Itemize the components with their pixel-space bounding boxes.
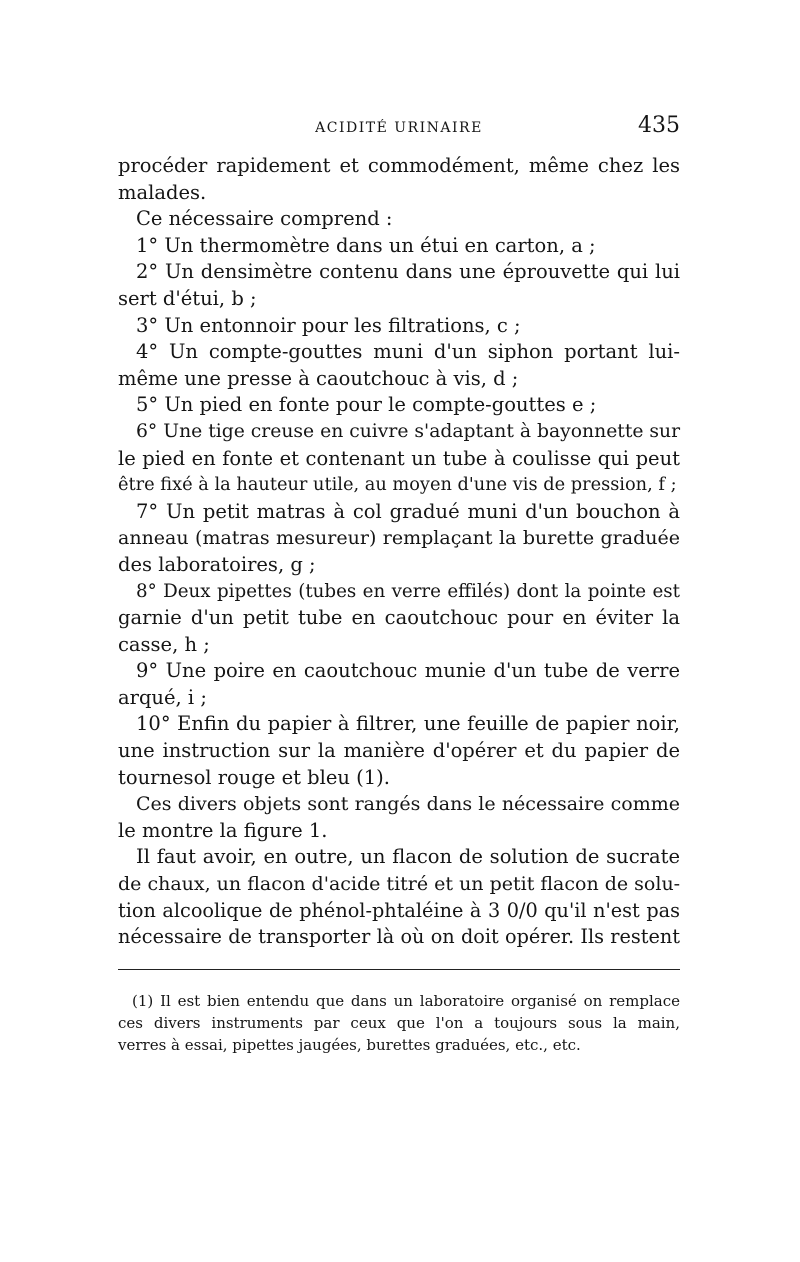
text-line: des laboratoires, g ; [118, 552, 316, 576]
running-title: ACIDITÉ URINAIRE [315, 120, 483, 136]
list-item: 10° Enfin du papier à filtrer, une feuille de papier noir, [136, 712, 680, 736]
text-line: de chaux, un flacon d'acide titré et un petit flacon de solu- [118, 873, 681, 896]
text-line: garnie d'un petit tube en caoutchouc pour en éviter la [118, 606, 680, 630]
text-line: casse, h ; [118, 632, 210, 656]
text-line: le pied en fonte et contenant un tube à coulisse qui peut [118, 446, 680, 470]
footnote-line: (1) Il est bien entendu que dans un laboratoire organisé on remplace [132, 992, 680, 1010]
text-line: nécessaire de transporter là où on doit opérer. Ils restent [118, 925, 680, 949]
text-line: arqué, i ; [118, 685, 207, 709]
footnote-line: ces divers instruments par ceux que l'on a toujours sous la main, [118, 1014, 680, 1032]
list-item: 8° Deux pipettes (tubes en verre effilés) dont la pointe est [136, 580, 680, 602]
list-item: 1° Un thermomètre dans un étui en carton, a ; [136, 233, 596, 257]
text-line: même une presse à caoutchouc à vis, d ; [118, 366, 519, 390]
list-item: 7° Un petit matras à col gradué muni d'un bouchon à [136, 499, 680, 523]
paragraph-line: Ces divers objets sont rangés dans le nécessaire comme [136, 793, 680, 816]
text-line: malades. [118, 180, 207, 204]
list-item: 6° Une tige creuse en cuivre s'adaptant à bayonnette sur [136, 420, 681, 442]
text-line: tion alcoolique de phénol-phtaléine à 3 0/0 qu'il n'est pas [118, 898, 680, 922]
page-header [118, 113, 680, 143]
list-item: 2° Un densimètre contenu dans une éprouvette qui lui [136, 260, 680, 284]
list-item: 4° Un compte-gouttes muni d'un siphon portant lui- [136, 340, 680, 364]
paragraph-line: Il faut avoir, en outre, un flacon de solution de sucrate [136, 845, 680, 869]
text-line: être fixé à la hauteur utile, au moyen d'une vis de pression, f ; [118, 475, 677, 496]
footnote-line: verres à essai, pipettes jaugées, burettes graduées, etc., etc. [118, 1036, 581, 1054]
page-number: 435 [638, 113, 680, 138]
list-item: 3° Un entonnoir pour les filtrations, c ; [136, 313, 521, 337]
list-item: 9° Une poire en caoutchouc munie d'un tube de verre [136, 659, 680, 683]
text-line: procéder rapidement et commodément, même chez les [118, 154, 680, 177]
body-text [118, 153, 680, 951]
text-line: le montre la figure 1. [118, 818, 328, 842]
text-line: sert d'étui, b ; [118, 286, 257, 310]
footnotes [118, 990, 680, 1056]
text-line: une instruction sur la manière d'opérer et du papier de [118, 739, 680, 763]
text-line: tournesol rouge et bleu (1). [118, 765, 390, 789]
footnote-divider [118, 969, 680, 970]
text-line: Ce nécessaire comprend : [136, 207, 393, 231]
text-line: anneau (matras mesureur) remplaçant la burette graduée [118, 527, 680, 550]
list-item: 5° Un pied en fonte pour le compte-gouttes e ; [136, 393, 597, 417]
